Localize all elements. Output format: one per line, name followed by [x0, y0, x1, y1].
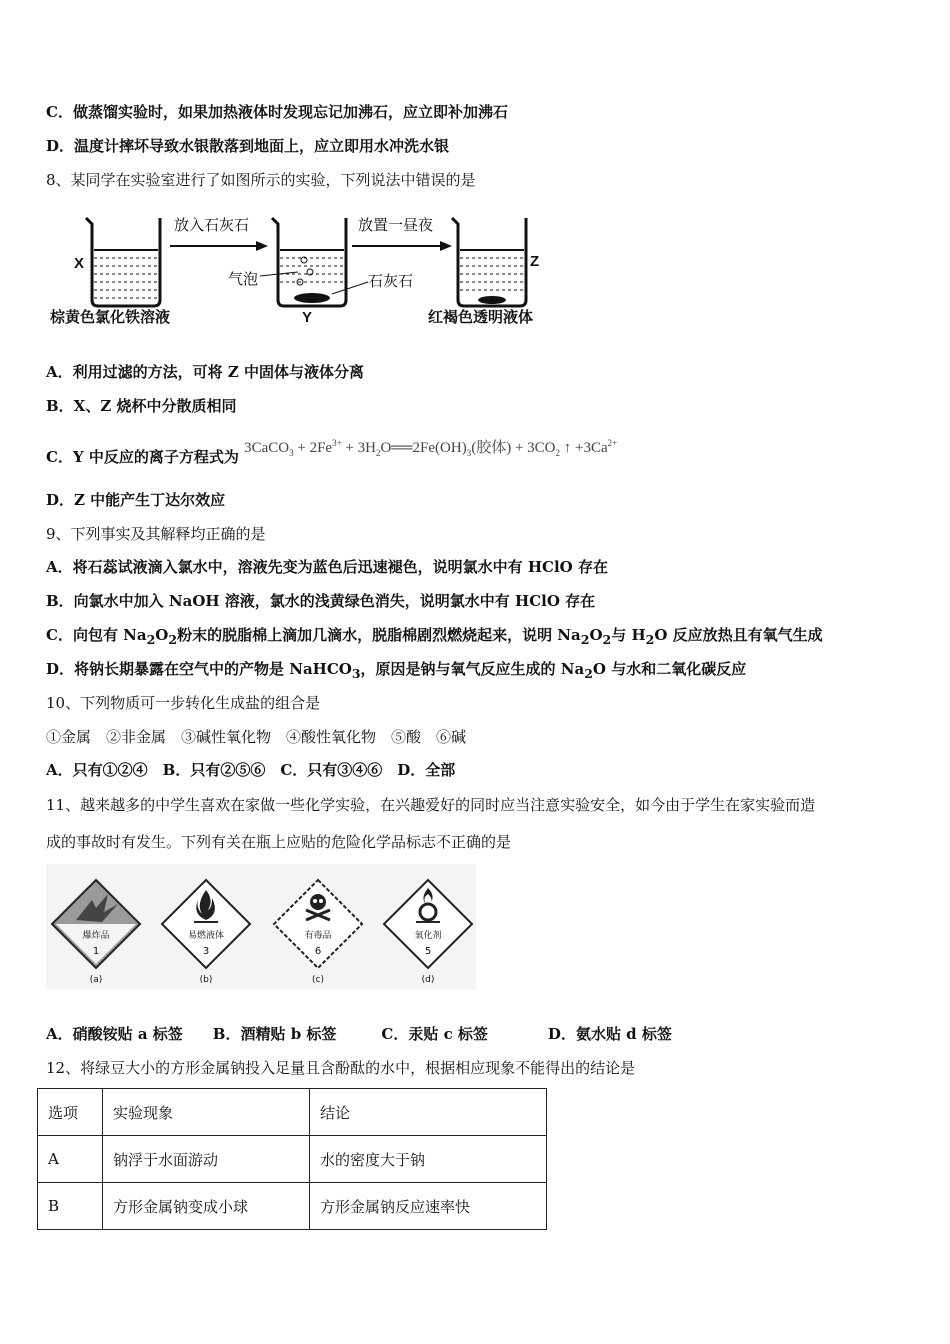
table-cell: 钠浮于水面游动: [103, 1136, 310, 1183]
table-row: [38, 1136, 547, 1183]
q9-option-c: C．向包有 $Na_2O_2$粉末的脱脂棉上滴加几滴水，脱脂棉剧烈燃烧起来，说明 $Na_2O_2$与 $H_2O$ 反应放热且有氧气生成: [46, 626, 823, 647]
label-x: X: [74, 255, 85, 272]
table-cell: A: [38, 1136, 103, 1183]
table-header-cell: 选项: [38, 1089, 103, 1136]
q12-table: [37, 1088, 547, 1230]
table-cell: 方形金属钠反应速率快: [310, 1183, 547, 1230]
q8-option-d: D．Z 中能产生丁达尔效应: [46, 491, 226, 509]
table-header-row: [38, 1089, 547, 1136]
sign-a-text: 爆炸品: [82, 931, 110, 941]
table-header-cell: 结论: [310, 1089, 547, 1136]
q9-option-d: D．将钠长期暴露在空气中的产物是 NaHCO$_3$，原因是钠与氧气反应生成的 $Na_2O$ 与水和二氧化碳反应: [46, 660, 747, 681]
q9-option-b: B．向氯水中加入 NaOH 溶液，氯水的浅黄绿色消失，说明氯水中有 HClO 存在: [46, 592, 596, 610]
beaker-x: [86, 218, 160, 306]
sign-d-text: 氧化剂: [414, 931, 442, 941]
q10-options: A．只有①②④ B．只有②⑤⑥ C．只有③④⑥ D．全部: [46, 761, 456, 779]
q11-stem-line1: 11、越来越多的中学生喜欢在家做一些化学实验，在兴趣爱好的同时应当注意实验安全，如今由于学生在家实验而造: [46, 796, 816, 814]
sign-b-tag: (b): [199, 975, 213, 985]
q11-options: A．硝酸铵贴 a 标签 B．酒精贴 b 标签 C．汞贴 c 标签 D．氨水贴 d 标签: [46, 1025, 672, 1043]
q9-stem: 9、下列事实及其解释均正确的是: [46, 525, 266, 543]
q12-stem: 12、将绿豆大小的方形金属钠投入足量且含酚酞的水中，根据相应现象不能得出的结论是: [46, 1059, 636, 1077]
label-y: Y: [302, 309, 313, 326]
q8-option-c-text: C．Y 中反应的离子方程式为: [46, 448, 239, 466]
q10-items: ①金属 ②非金属 ③碱性氧化物 ④酸性氧化物 ⑤酸 ⑥碱: [46, 728, 467, 746]
skull-icon: [310, 894, 326, 910]
sign-b-text: 易燃液体: [187, 931, 225, 941]
q9-option-a: A．将石蕊试液滴入氯水中，溶液先变为蓝色后迅速褪色，说明氯水中有 HClO 存在: [46, 558, 608, 576]
sign-d-num: 5: [424, 946, 432, 957]
sign-d-tag: (d): [421, 975, 435, 985]
label-z: Z: [530, 253, 540, 270]
arrow1-label: 放入石灰石: [174, 217, 250, 234]
q8-option-a: A．利用过滤的方法，可将 Z 中固体与液体分离: [46, 363, 365, 381]
q7-option-c: C．做蒸馏实验时，如果加热液体时发现忘记加沸石，应立即补加沸石: [46, 103, 508, 121]
q8-stem: 8、某同学在实验室进行了如图所示的实验，下列说法中错误的是: [46, 171, 476, 189]
sign-a-tag: (a): [89, 975, 103, 985]
q8-option-b: B．X、Z 烧杯中分散质相同: [46, 397, 237, 415]
q8-option-c: [46, 438, 618, 473]
q10-stem: 10、下列物质可一步转化生成盐的组合是: [46, 694, 321, 712]
arrow2-label: 放置一昼夜: [358, 217, 434, 234]
caption-x: 棕黄色氯化铁溶液: [50, 309, 171, 326]
q11-stem-line2: 成的事故时有发生。下列有关在瓶上应贴的危险化学品标志不正确的是: [46, 833, 512, 851]
table-cell: 水的密度大于钠: [310, 1136, 547, 1183]
limestone-label: 石灰石: [368, 273, 414, 290]
bubbles-label: 气泡: [228, 271, 259, 288]
ionic-equation: 3CaCO$_3$ + $2Fe^{3+}$ + $3H_2O══2Fe(OH)_3$(胶体) + $3CO_2$ ↑ $+3Ca^{2+}$: [244, 438, 618, 458]
sign-c-num: 6: [314, 946, 322, 957]
hazard-signs-figure: [46, 864, 476, 990]
q7-option-d: D．温度计摔坏导致水银散落到地面上，应立即用水冲洗水银: [46, 137, 450, 155]
caption-z: 红褐色透明液体: [428, 309, 534, 326]
sign-b-num: 3: [202, 946, 210, 957]
beaker-z: [452, 218, 526, 306]
sign-c-text: 有毒品: [304, 931, 332, 941]
table-cell: 方形金属钠变成小球: [103, 1183, 310, 1230]
table-header-cell: 实验现象: [103, 1089, 310, 1136]
table-row: [38, 1183, 547, 1230]
sign-a-num: 1: [92, 946, 100, 957]
table-cell: B: [38, 1183, 103, 1230]
sign-c-tag: (c): [312, 975, 324, 985]
q8-beaker-figure: [46, 200, 566, 330]
